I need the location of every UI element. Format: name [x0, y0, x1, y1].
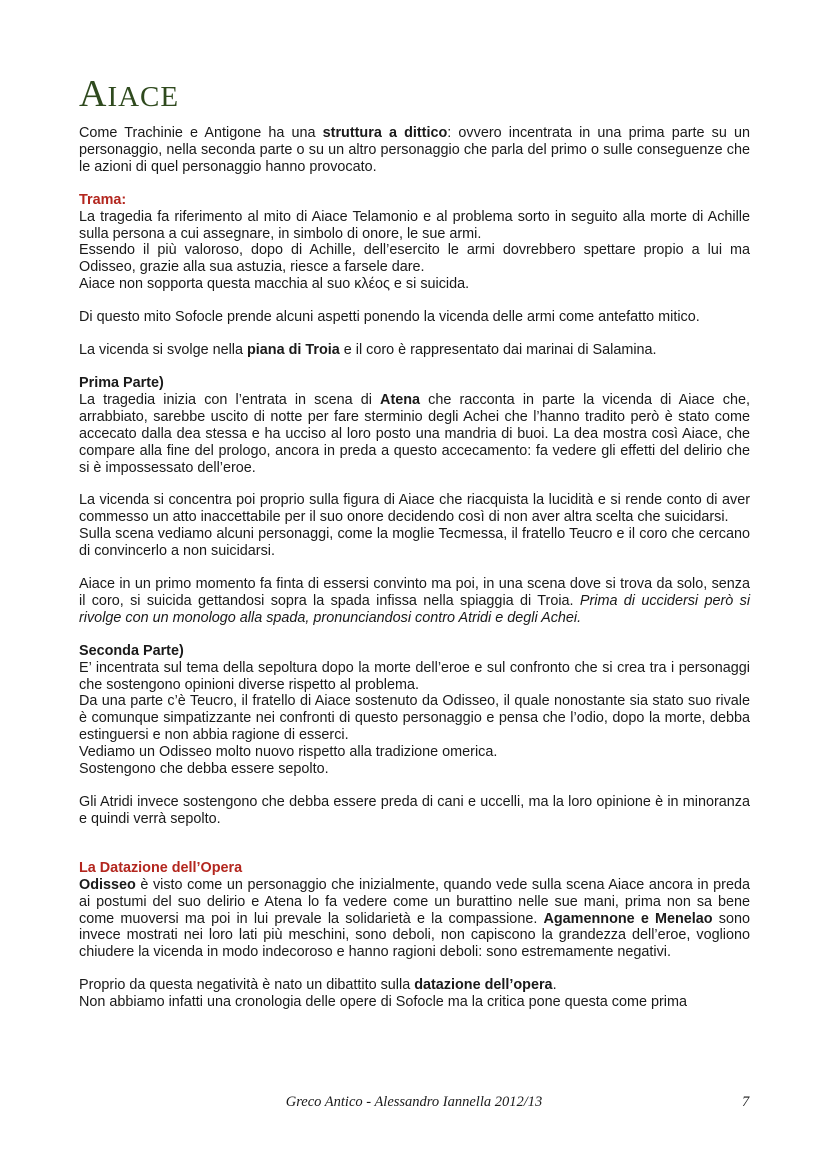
prima-paragraph-4: Aiace in un primo momento fa finta di essersi convinto ma poi, in una scena dove si trova da solo, senza il coro, si suicida gettandosi sopra la spada infissa nella spiaggia di Troia. Prima di uccidersi però si rivolge con un monologo alla spada, pronunciandosi contro Atridi e degli Achei. — [79, 576, 751, 626]
seconda-paragraph-3: Vediamo un Odisseo molto nuovo rispetto alla tradizione omerica. — [79, 744, 498, 761]
trama-paragraph-2: Di questo mito Sofocle prende alcuni aspetti ponendo la vicenda delle armi come antefatto mitico. — [79, 309, 700, 326]
prima-paragraph-1: La tragedia inizia con l’entrata in scena di Atena che racconta in parte la vicenda di Aiace che, arrabbiato, sarebbe uscito di notte per fare sterminio degli Achei che l’hanno tradito però è stato come accecato dalla dea stessa e ha ucciso al loro posto una mandria di buoi. La dea mostra così Aiace, che compare alla fine del prologo, ancora in preda a questo accecamento: fa vedere gli effetti del delirio che si è impossessato dell’eroe. — [79, 391, 750, 476]
intro-paragraph: Come Trachinie e Antigone ha una struttura a dittico: ovvero incentrata in una prima parte su un personaggio, nella seconda parte o su un altro personaggio che parla del primo o sulle conseguenze che le azioni di quel personaggio hanno provocato. — [79, 125, 750, 175]
footer-text: Greco Antico - Alessandro Iannella 2012/13 — [285, 1094, 543, 1110]
datazione-paragraph-2: Proprio da questa negatività è nato un dibattito sulla datazione dell’opera. — [79, 977, 557, 994]
trama-line-2: Essendo il più valoroso, dopo di Achille, dell’esercito le armi dovrebbero spettare propio a lui ma Odisseo, grazie alla sua astuzia, riesce a farsele dare. — [79, 242, 750, 276]
title-rest: IACE — [107, 81, 180, 113]
trama-heading: Trama: — [79, 191, 127, 208]
trama-line-1: La tragedia fa riferimento al mito di Aiace Telamonio e al problema sorto in seguito alla morte di Achille sulla persona a cui assegnare, in simbolo di onore, le sue armi. — [79, 208, 750, 242]
datazione-paragraph-1: Odisseo è visto come un personaggio che inizialmente, quando vede sulla scena Aiace ancora in preda ai postumi del suo delirio e Atena lo fa vedere come un burattino nelle sue mani, prima non sa bene come muoversi ma poi in lui prevale la solidarietà e la compassione. Agamennone e Menelao sono invece mostrati nei loro lati più meschini, sono deboli, non capiscono la grandezza dell’eroe, vogliono chiudere la vicenda in modo indecoroso e hanno ragioni deboli: sono estremamente negativi. — [79, 876, 750, 961]
prima-paragraph-3: Sulla scena vediamo alcuni personaggi, come la moglie Tecmessa, il fratello Teucro e il coro che cercano di convincerlo a non suicidarsi. — [79, 526, 750, 560]
page-number: 7 — [742, 1094, 750, 1110]
page-title — [79, 72, 750, 119]
page-body — [79, 72, 750, 1011]
datazione-paragraph-3: Non abbiamo infatti una cronologia delle opere di Sofocle ma la critica pone questa come prima — [79, 994, 687, 1011]
trama-line-3: Aiace non sopporta questa macchia al suo κλέος e si suicida. — [79, 276, 470, 293]
trama-paragraph-3: La vicenda si svolge nella piana di Troia e il coro è rappresentato dai marinai di Salamina. — [79, 342, 657, 359]
datazione-heading: La Datazione dell’Opera — [79, 859, 243, 876]
seconda-paragraph-2: Da una parte c’è Teucro, il fratello di Aiace sostenuto da Odisseo, il quale nonostante sia stato suo rivale è comunque simpatizzante nei confronti di questo personaggio e pensa che l’odio, dopo la morte, debba estinguersi e non abbia ragione di esserci. — [79, 693, 750, 744]
seconda-paragraph-4: Sostengono che debba essere sepolto. — [79, 761, 329, 778]
seconda-paragraph-5: Gli Atridi invece sostengono che debba essere preda di cani e uccelli, ma la loro opinione è in minoranza e quindi verrà sepolto. — [79, 794, 750, 827]
seconda-parte-heading: Seconda Parte) — [79, 642, 184, 659]
prima-parte-heading: Prima Parte) — [79, 374, 164, 391]
prima-paragraph-2: La vicenda si concentra poi proprio sulla figura di Aiace che riacquista la lucidità e si rende conto di aver commesso un atto inaccettabile per il suo onore decidendo così di non aver altra scelta che suicidarsi. — [79, 492, 750, 526]
page-footer — [0, 1094, 828, 1116]
title-initial: A — [79, 73, 108, 115]
seconda-paragraph-1: E’ incentrata sul tema della sepoltura dopo la morte dell’eroe e sul confronto che si crea tra i personaggi che sostengono opinioni diverse rispetto al problema. — [79, 659, 750, 693]
